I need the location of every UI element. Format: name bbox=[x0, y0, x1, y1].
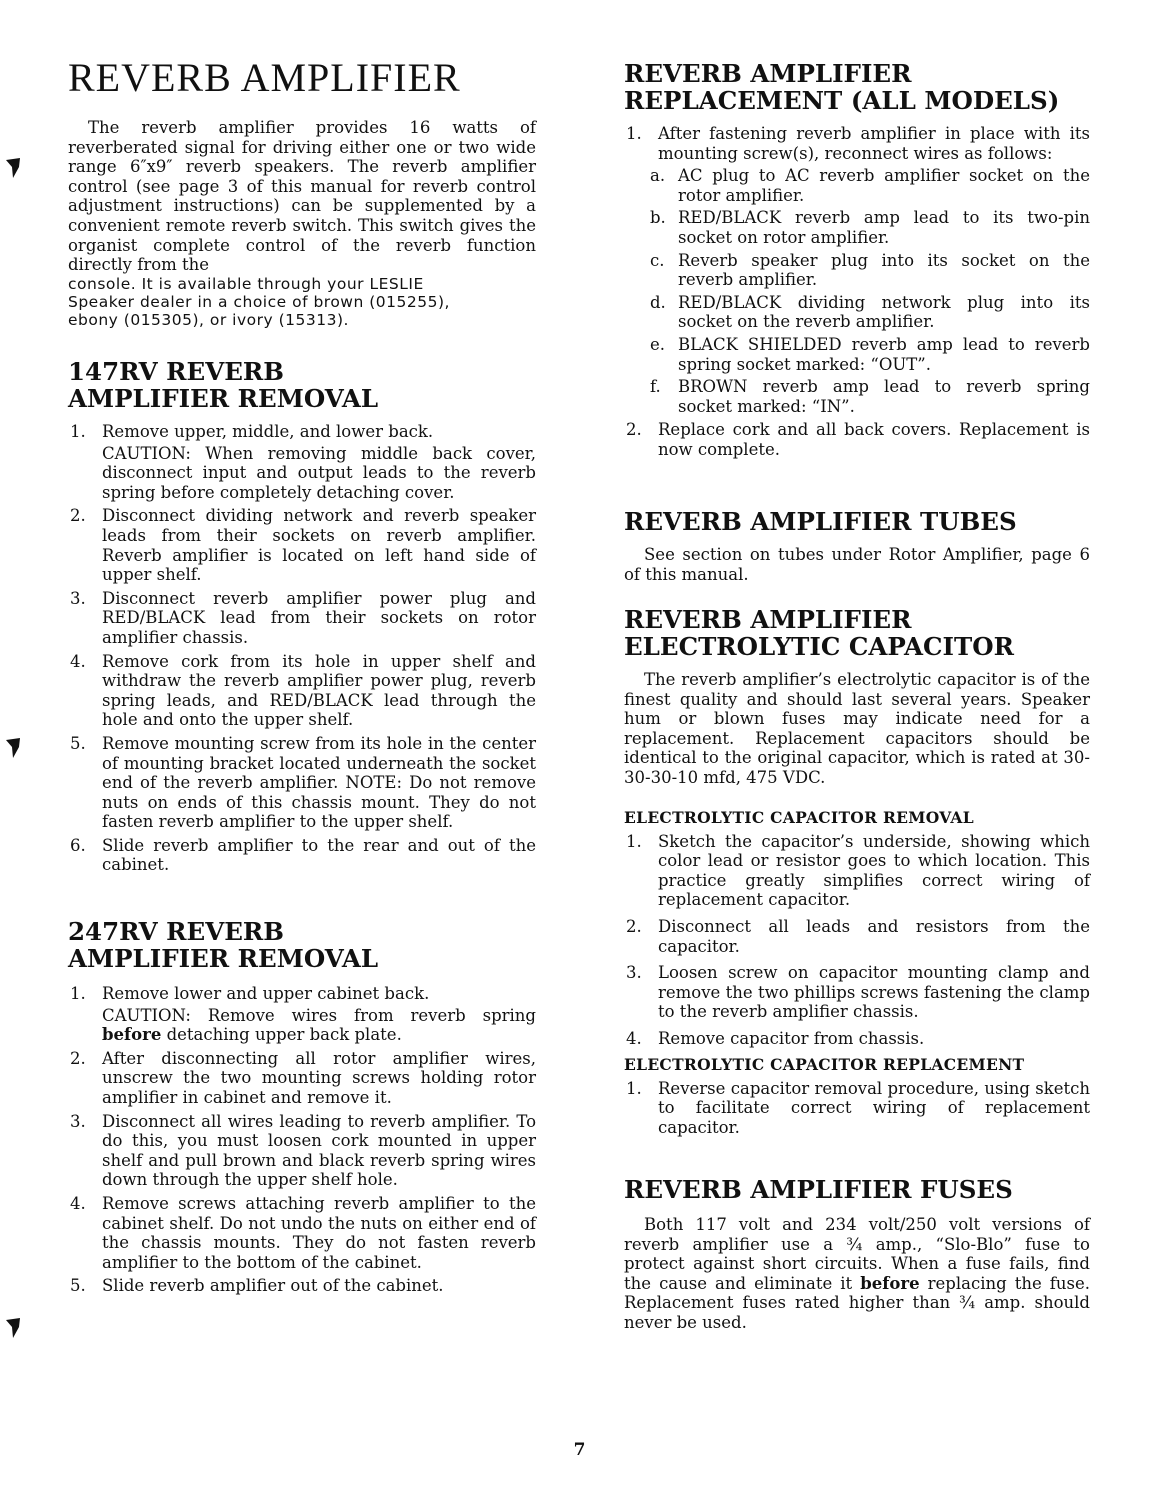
binder-hole-mark-icon bbox=[6, 158, 22, 180]
subsection-heading: ELECTROLYTIC CAPACITOR REPLACEMENT bbox=[624, 1054, 1025, 1074]
section-capacitor bbox=[624, 606, 1090, 1137]
steps-list bbox=[624, 124, 1090, 163]
list-item: f. BROWN reverb amp lead to reverb spring socket marked: “IN”. bbox=[650, 377, 1090, 416]
steps-list bbox=[624, 1079, 1090, 1138]
intro-section bbox=[68, 118, 536, 329]
list-item: 3. Loosen screw on capacitor mounting clamp and remove the two phillips screws fastening the clamp to the reverb amplifier chassis. bbox=[626, 963, 1090, 1022]
intro-line: ebony (015305), or ivory (15313). bbox=[68, 310, 349, 329]
list-item: 5. Remove mounting screw from its hole in the center of mounting bracket located underneath the socket end of the reverb amplifier. NOTE: Do not remove nuts on ends of this chassis mount. They do not fasten reverb amplifier to the upper shelf. bbox=[70, 733, 536, 832]
list-item: c. Reverb speaker plug into its socket on the reverb amplifier. bbox=[650, 250, 1090, 290]
section-247rv-removal bbox=[68, 918, 536, 1296]
list-item: 2. After disconnecting all rotor amplifier wires, unscrew the two mounting screws holding rotor amplifier in cabinet and remove it. bbox=[70, 1048, 536, 1107]
list-item: d. RED/BLACK dividing network plug into its socket on the reverb amplifier. bbox=[650, 292, 1090, 332]
tubes-paragraph: See section on tubes under Rotor Amplifier, page 6 of this manual. bbox=[624, 545, 1090, 584]
list-item: 1. Reverse capacitor removal procedure, using sketch to facilitate correct wiring of replacement capacitor. bbox=[626, 1078, 1090, 1137]
list-item: a. AC plug to AC reverb amplifier socket on the rotor amplifier. bbox=[650, 166, 1090, 205]
list-item: 4. Remove cork from its hole in upper shelf and withdraw the reverb amplifier power plug, reverb spring leads, and RED/BLACK lead through the hole and onto the upper shelf. bbox=[70, 651, 536, 730]
section-heading: 247RV REVERB AMPLIFIER REMOVAL bbox=[68, 917, 379, 973]
list-item: 5. Slide reverb amplifier out of the cabinet. bbox=[70, 1276, 444, 1296]
steps-list bbox=[624, 420, 1090, 459]
list-item: 3. Disconnect reverb amplifier power plug and RED/BLACK lead from their sockets on rotor amplifier chassis. bbox=[70, 588, 536, 647]
page-number: 7 bbox=[573, 1440, 586, 1460]
fuses-paragraph: Both 117 volt and 234 volt/250 volt versions of reverb amplifier use a ¾ amp., “Slo-Blo” fuse to protect against short circuits. When a fuse fails, find the cause and eliminate it before replacing the fuse. Replacement fuses rated higher than ¾ amp. should never be used. bbox=[624, 1215, 1090, 1332]
section-tubes bbox=[624, 508, 1090, 584]
section-147rv-removal bbox=[68, 358, 536, 875]
list-item: 4. Remove capacitor from chassis. bbox=[626, 1028, 925, 1048]
intro-line: Speaker dealer in a choice of brown (015255), bbox=[68, 292, 450, 311]
binder-hole-mark-icon bbox=[6, 738, 22, 760]
intro-paragraph: The reverb amplifier provides 16 watts of reverberated signal for driving either one or two wide range 6″x9″ reverb speakers. The reverb amplifier control (see page 3 of this manual for reverb control adjustment instructions) can be supplemented by a convenient remote reverb switch. This switch gives the organist complete control of the reverb function directly from the bbox=[68, 118, 536, 275]
caution-note: CAUTION: Remove wires from reverb spring before detaching upper back plate. bbox=[102, 1005, 536, 1045]
list-item: 1. Sketch the capacitor’s underside, showing which color lead or resistor goes to which location. This practice greatly simplifies correct wiring of replacement capacitor. bbox=[626, 831, 1090, 910]
list-item: 2. Disconnect dividing network and reverb speaker leads from their sockets on reverb amplifier. Reverb amplifier is located on left hand side of upper shelf. bbox=[70, 506, 536, 585]
sub-steps-list bbox=[624, 166, 1090, 416]
list-item: 1. Remove upper, middle, and lower back. CAUTION: When removing middle back cover, disconnect input and output leads to the reverb spring before completely detaching cover. bbox=[70, 422, 536, 502]
section-heading: REVERB AMPLIFIER REPLACEMENT (ALL MODELS) bbox=[624, 59, 1060, 115]
list-item: 3. Disconnect all wires leading to reverb amplifier. To do this, you must loosen cork mounted in upper shelf and pull brown and black reverb spring wires down through the upper shelf hole. bbox=[70, 1111, 536, 1190]
list-item: 4. Remove screws attaching reverb amplifier to the cabinet shelf. Do not undo the nuts on either end of the chassis mounts. They do not fasten reverb amplifier to the bottom of the cabinet. bbox=[70, 1193, 536, 1272]
section-fuses bbox=[624, 1176, 1090, 1333]
subsection-heading: ELECTROLYTIC CAPACITOR REMOVAL bbox=[624, 807, 974, 827]
list-item: 6. Slide reverb amplifier to the rear and out of the cabinet. bbox=[70, 835, 536, 875]
steps-list bbox=[624, 832, 1090, 1049]
section-replacement bbox=[624, 60, 1090, 460]
steps-list bbox=[68, 984, 536, 1296]
caution-note: CAUTION: When removing middle back cover, disconnect input and output leads to the reverb spring before completely detaching cover. bbox=[102, 443, 536, 502]
steps-list bbox=[68, 422, 536, 875]
list-item: 1. Remove lower and upper cabinet back. CAUTION: Remove wires from reverb spring before detaching upper back plate. bbox=[70, 984, 536, 1045]
intro-line: console. It is available through your LESLIE bbox=[68, 274, 424, 293]
section-heading: REVERB AMPLIFIER FUSES bbox=[624, 1175, 1013, 1204]
list-item: 2. Replace cork and all back covers. Replacement is now complete. bbox=[626, 420, 1090, 459]
capacitor-paragraph: The reverb amplifier’s electrolytic capacitor is of the finest quality and should last several years. Speaker hum or blown fuses may indicate need for a replacement. Replacement capacitors should be identical to the original capacitor, which is rated at 30-30-30-10 mfd, 475 VDC. bbox=[624, 670, 1090, 787]
list-item: e. BLACK SHIELDED reverb amp lead to reverb spring socket marked: “OUT”. bbox=[650, 334, 1090, 374]
page-title: REVERB AMPLIFIER bbox=[68, 55, 461, 100]
binder-hole-mark-icon bbox=[6, 1318, 22, 1340]
list-item: b. RED/BLACK reverb amp lead to its two-pin socket on rotor amplifier. bbox=[650, 208, 1090, 247]
section-heading: REVERB AMPLIFIER ELECTROLYTIC CAPACITOR bbox=[624, 605, 1014, 661]
section-heading: REVERB AMPLIFIER TUBES bbox=[624, 507, 1017, 536]
list-item: 2. Disconnect all leads and resistors from the capacitor. bbox=[626, 916, 1090, 956]
section-heading: 147RV REVERB AMPLIFIER REMOVAL bbox=[68, 357, 379, 413]
list-item: 1. After fastening reverb amplifier in place with its mounting screw(s), reconnect wires as follows: bbox=[626, 124, 1090, 163]
